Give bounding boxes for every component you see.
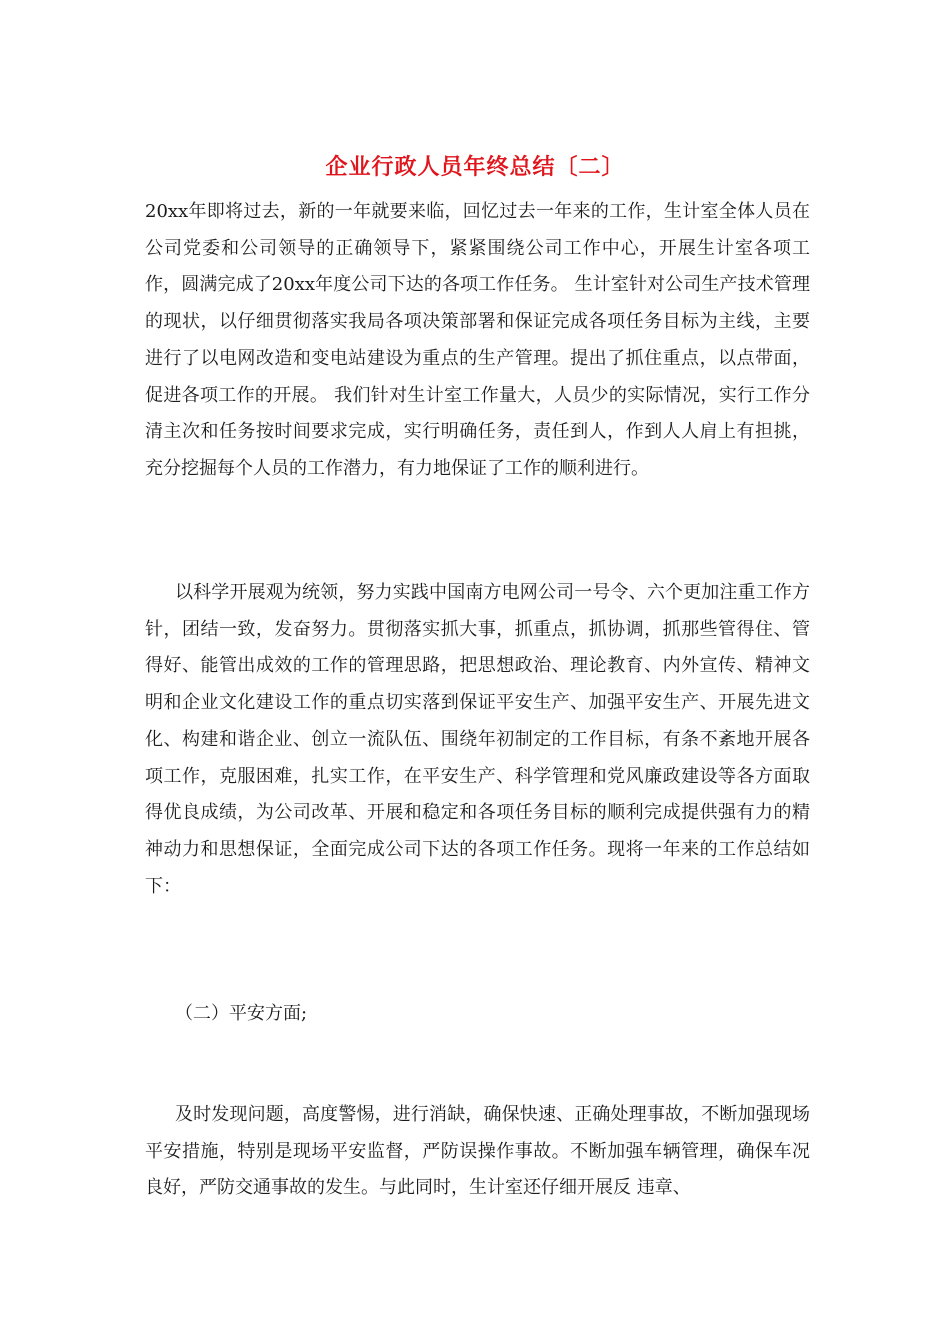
- document-title: 企业行政人员年终总结〔二〕: [325, 154, 625, 180]
- paragraph-safety: 及时发现问题，高度警惕，进行消缺，确保快速、正确处理事故，不断加强现场平安措施，特别是现场平安监督，严防误操作事故。不断加强车辆管理，确保车况良好，严防交通事故的发生。与此同时，生计室还仔细开展反 违章、: [145, 1104, 810, 1199]
- paragraph-guidance: 以科学开展观为统领，努力实践中国南方电网公司一号令、六个更加注重工作方针，团结一致，发奋努力。贯彻落实抓大事，抓重点，抓协调，抓那些管得住、管得好、能管出成效的工作的管理思路，把思想政治、理论教育、内外宣传、精神文明和企业文化建设工作的重点切实落到保证平安生产、加强平安生产、开展先进文化、构建和谐企业、创立一流队伍、围绕年初制定的工作目标，有条不紊地开展各项工作，克服困难，扎实工作，在平安生产、科学管理和党风廉政建设等各方面取得优良成绩，为公司改革、开展和稳定和各项任务目标的顺利完成提供强有力的精神动力和思想保证，全面完成公司下达的各项工作任务。现将一年来的工作总结如下：: [145, 582, 810, 897]
- paragraph-intro: 20xx年即将过去，新的一年就要来临，回忆过去一年来的工作，生计室全体人员在公司党委和公司领导的正确领导下，紧紧围绕公司工作中心，开展生计室各项工作，圆满完成了20xx年度公司下达的各项工作任务。 生计室针对公司生产技术管理的现状，以仔细贯彻落实我局各项决策部署和保证完成各项任务目标为主线，主要进行了以电网改造和变电站建设为重点的生产管理。提出了抓住重点，以点带面，促进各项工作的开展。 我们针对生计室工作量大，人员少的实际情况，实行工作分清主次和任务按时间要求完成，实行明确任务，责任到人，作到人人肩上有担挑，充分挖掘每个人员的工作潜力，有力地保证了工作的顺利进行。: [145, 201, 810, 479]
- section-heading-safety: （二）平安方面;: [175, 1003, 308, 1024]
